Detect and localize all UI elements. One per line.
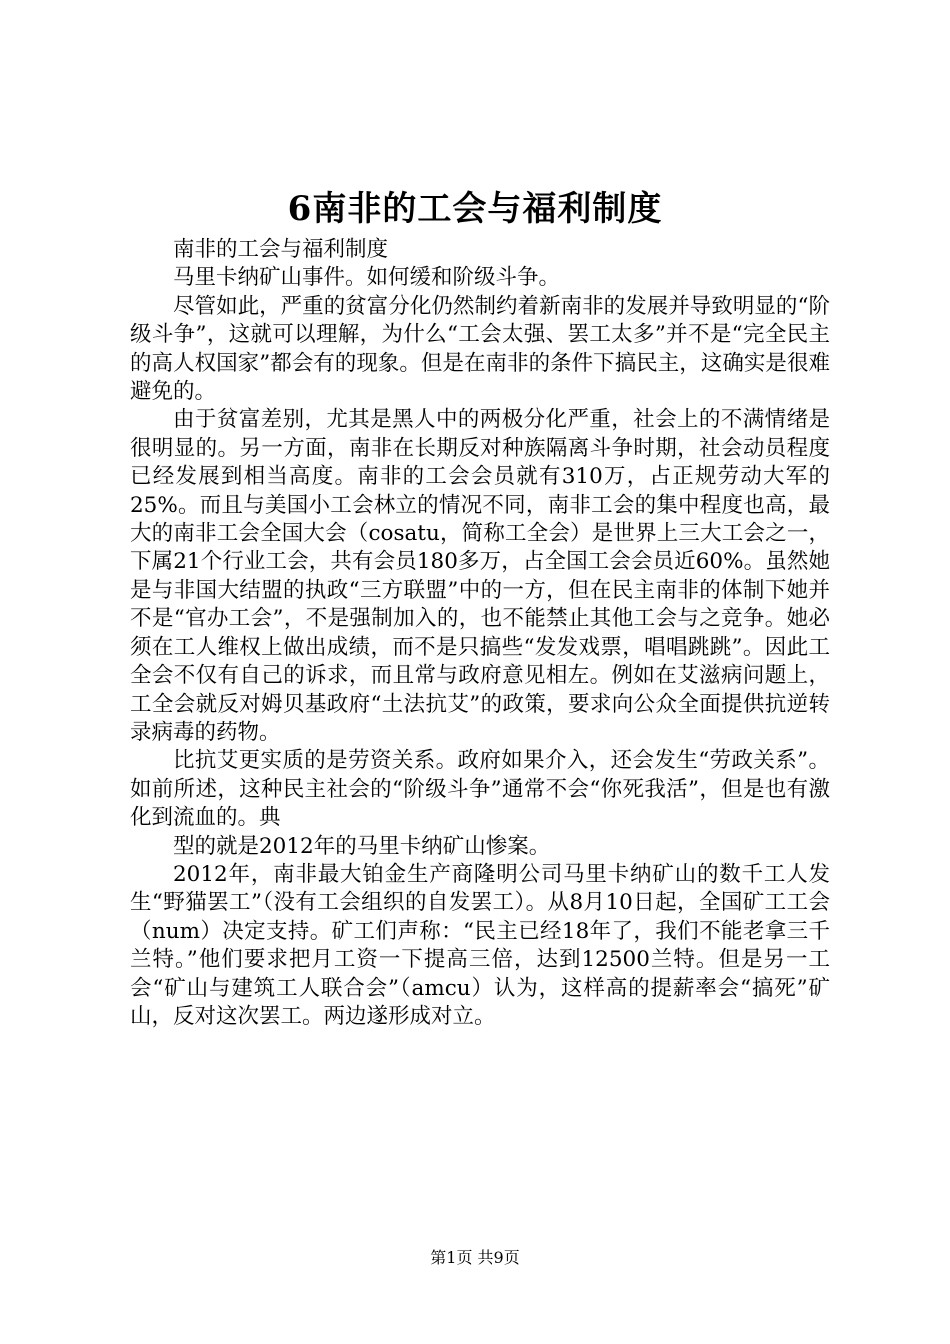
document-title: 6南非的工会与福利制度	[287, 189, 663, 229]
paragraph-4: 由于贫富差别，尤其是黑人中的两极分化严重，社会上的不满情绪是很明显的。另一方面，南非在长期反对种族隔离斗争时期，社会动员程度已经发展到相当高度。南非的工会会员就有310万，占正规劳动大军的25%。而且与美国小工会林立的情况不同，南非工会的集中程度也高，最大的南非工会全国大会（cosatu，简称工全会）是世界上三大工会之一，下属21个行业工会，共有会员180多万，占全国工会会员近60%。虽然她是与非国大结盟的执政“三方联盟”中的一方，但在民主南非的体制下她并不是“官办工会”，不是强制加入的，也不能禁止其他工会与之竞争。她必须在工人维权上做出成绩，而不是只搞些“发发戏票，唱唱跳跳”。因此工全会不仅有自己的诉求，而且常与政府意见相左。例如在艾滋病问题上，工全会就反对姆贝基政府“土法抗艾”的政策，要求向公众全面提供抗逆转录病毒的药物。	[130, 407, 830, 745]
paragraph-7: 2012年，南非最大铂金生产商隆明公司马里卡纳矿山的数千工人发生“野猫罢工”（没有工会组织的自发罢工）。从8月10日起，全国矿工工会（num）决定支持。矿工们声称：“民主已经18年了，我们不能老拿三千兰特。”他们要求把月工资一下提高三倍，达到12500兰特。但是另一工会“矿山与建筑工人联合会”（amcu）认为，这样高的提薪率会“搞死”矿山，反对这次罢工。两边遂形成对立。	[130, 861, 830, 1029]
paragraph-3: 尽管如此，严重的贫富分化仍然制约着新南非的发展并导致明显的“阶级斗争”，这就可以理解，为什么“工会太强、罢工太多”并不是“完全民主的高人权国家”都会有的现象。但是在南非的条件下搞民主，这确实是很难避免的。	[130, 293, 830, 405]
document-body	[130, 236, 830, 1031]
paragraph-1: 南非的工会与福利制度	[173, 237, 389, 262]
paragraph-5: 比抗艾更实质的是劳资关系。政府如果介入，还会发生“劳政关系”。如前所述，这种民主社会的“阶级斗争”通常不会“你死我活”，但是也有激化到流血的。典	[130, 748, 830, 831]
paragraph-2: 马里卡纳矿山事件。如何缓和阶级斗争。	[173, 265, 561, 291]
paragraph-6: 型的就是2012年的马里卡纳矿山惨案。	[173, 833, 551, 859]
page-number-footer: 第1页 共9页	[430, 1248, 520, 1267]
